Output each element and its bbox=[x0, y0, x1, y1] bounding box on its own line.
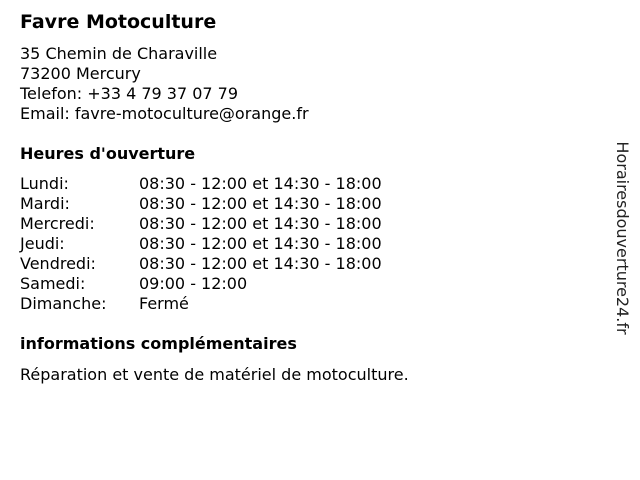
hours-time: 09:00 - 12:00 bbox=[139, 274, 248, 293]
site-watermark: Horairesdouverture24.fr bbox=[613, 141, 632, 335]
hours-time: 08:30 - 12:00 et 14:30 - 18:00 bbox=[139, 174, 382, 193]
hours-time: 08:30 - 12:00 et 14:30 - 18:00 bbox=[139, 194, 382, 213]
hours-day: Jeudi: bbox=[20, 234, 65, 253]
hours-day: Dimanche: bbox=[20, 294, 107, 313]
business-name: Favre Motoculture bbox=[20, 11, 217, 33]
hours-day: Samedi: bbox=[20, 274, 86, 293]
address-block bbox=[20, 44, 309, 124]
hours-day: Vendredi: bbox=[20, 254, 96, 273]
hours-time: Fermé bbox=[139, 294, 189, 313]
hours-day: Lundi: bbox=[20, 174, 69, 193]
hours-day: Mercredi: bbox=[20, 214, 95, 233]
additional-info-heading: informations complémentaires bbox=[20, 334, 297, 353]
additional-info-text: Réparation et vente de matériel de motoculture. bbox=[20, 365, 409, 384]
hours-time: 08:30 - 12:00 et 14:30 - 18:00 bbox=[139, 214, 382, 233]
hours-day: Mardi: bbox=[20, 194, 70, 213]
city-address: 73200 Mercury bbox=[20, 64, 141, 83]
hours-time: 08:30 - 12:00 et 14:30 - 18:00 bbox=[139, 234, 382, 253]
phone-number: Telefon: +33 4 79 37 07 79 bbox=[20, 84, 239, 103]
opening-hours-heading: Heures d'ouverture bbox=[20, 144, 196, 163]
street-address: 35 Chemin de Charaville bbox=[20, 44, 218, 63]
hours-time: 08:30 - 12:00 et 14:30 - 18:00 bbox=[139, 254, 382, 273]
email-address: Email: favre-motoculture@orange.fr bbox=[20, 104, 309, 123]
